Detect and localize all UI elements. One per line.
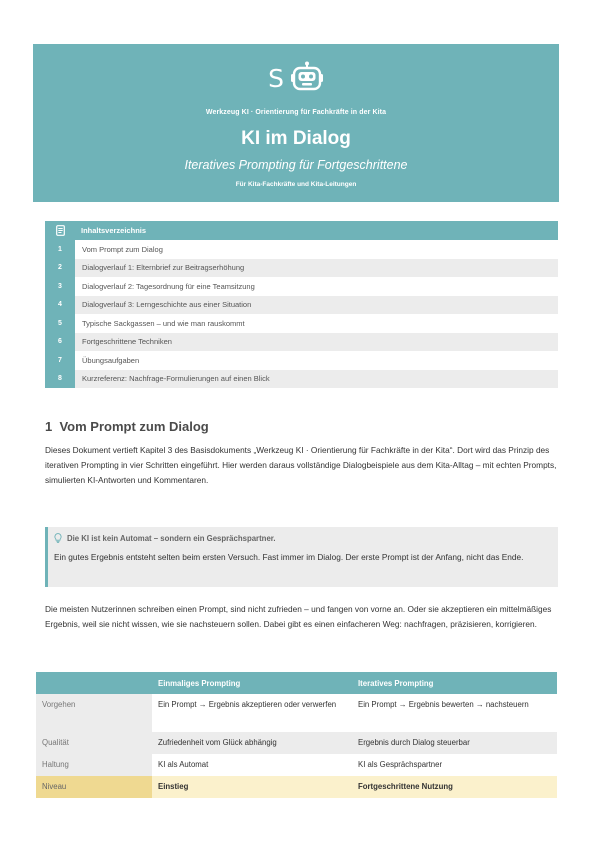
table-cell: Einstieg	[152, 776, 352, 798]
toc-item-number: 5	[45, 314, 75, 333]
kicker: Werkzeug KI · Orientierung für Fachkräfte in der Kita	[205, 109, 387, 116]
section-title: Vom Prompt zum Dialog	[59, 419, 209, 434]
toc-item-label: Fortgeschrittene Techniken	[75, 333, 558, 352]
table-cell: Zufriedenheit vom Glück abhängig	[152, 732, 352, 754]
toc-item[interactable]	[45, 370, 558, 389]
table-cell: KI als Gesprächspartner	[352, 754, 557, 776]
toc-item-number: 2	[45, 259, 75, 278]
table-row	[36, 754, 557, 776]
table-cell: Ein Prompt → Ergebnis bewerten → nachsteuern	[352, 694, 557, 732]
toc-item[interactable]	[45, 296, 558, 315]
table-row	[36, 732, 557, 754]
audience-line: Für Kita-Fachkräfte und Kita-Leitungen	[235, 181, 357, 188]
toc-item-label: Dialogverlauf 3: Lerngeschichte aus einer Situation	[75, 296, 558, 315]
row-label: Haltung	[36, 754, 152, 776]
title-banner	[33, 44, 559, 202]
section-number: 1	[45, 419, 53, 434]
callout-heading	[54, 533, 276, 543]
row-label: Niveau	[36, 776, 152, 798]
document-subtitle: Iteratives Prompting für Fortgeschrittene	[184, 158, 408, 172]
toc-item[interactable]	[45, 314, 558, 333]
tip-callout	[45, 527, 558, 587]
toc-item[interactable]	[45, 333, 558, 352]
table-cell: Ergebnis durch Dialog steuerbar	[352, 732, 557, 754]
callout-heading-text: Die KI ist kein Automat – sondern ein Gesprächspartner.	[67, 533, 276, 543]
logo-letter: S	[268, 63, 284, 93]
section-heading	[45, 419, 209, 434]
toc-header	[45, 221, 558, 240]
logo	[33, 58, 559, 98]
toc-item-number: 6	[45, 333, 75, 352]
table-of-contents	[45, 221, 558, 388]
table-header-cell: Iteratives Prompting	[352, 672, 557, 694]
table-header-row	[36, 672, 557, 694]
callout-body: Ein gutes Ergebnis entsteht selten beim ersten Versuch. Fast immer im Dialog. Der erste Prompt ist der Anfang, nicht das Ende.	[54, 552, 524, 562]
toc-item-number: 3	[45, 277, 75, 296]
toc-item-label: Typische Sackgassen – und wie man rauskommt	[75, 314, 558, 333]
table-cell: KI als Automat	[152, 754, 352, 776]
document-icon	[45, 225, 75, 236]
toc-item-number: 8	[45, 370, 75, 389]
table-row-highlight	[36, 776, 557, 798]
intro-paragraph: Dieses Dokument vertieft Kapitel 3 des Basisdokuments „Werkzeug KI · Orientierung für Fachkräfte in der Kita“. Dort wird das Prinzip des iterativen Prompting in vier Schritten eingeführt. Hier werden daraus vollständige Dialogbeispiele aus dem Kita-Alltag – mit echten Prompts, simulierten KI-Antworten und Kommentaren.	[45, 445, 557, 486]
table-row	[36, 694, 557, 732]
toc-item-label: Kurzreferenz: Nachfrage-Formulierungen auf einen Blick	[75, 370, 558, 389]
body-paragraph: Die meisten Nutzerinnen schreiben einen Prompt, sind nicht zufrieden – und fangen von vorne an. Oder sie akzeptieren ein mittelmäßiges Ergebnis, weil sie nicht wissen, wie sie nachsteuern sollen. Dabei gibt es einen einfacheren Weg: nachfragen, präzisieren, korrigieren.	[45, 604, 552, 630]
toc-item-number: 1	[45, 240, 75, 259]
row-label: Qualität	[36, 732, 152, 754]
table-cell: Ein Prompt → Ergebnis akzeptieren oder verwerfen	[152, 694, 352, 732]
toc-item[interactable]	[45, 259, 558, 278]
table-header-cell	[36, 672, 152, 694]
toc-item-label: Dialogverlauf 2: Tagesordnung für eine Teamsitzung	[75, 277, 558, 296]
document-title: KI im Dialog	[241, 128, 351, 149]
toc-item-label: Dialogverlauf 1: Elternbrief zur Beitragserhöhung	[75, 259, 558, 278]
toc-item-number: 4	[45, 296, 75, 315]
row-label: Vorgehen	[36, 694, 152, 732]
comparison-table	[36, 672, 557, 798]
toc-item[interactable]	[45, 240, 558, 259]
toc-item-label: Vom Prompt zum Dialog	[75, 240, 558, 259]
robot-icon	[290, 61, 324, 95]
toc-item[interactable]	[45, 277, 558, 296]
toc-item-label: Übungsaufgaben	[75, 351, 558, 370]
table-cell: Fortgeschrittene Nutzung	[352, 776, 557, 798]
toc-heading: Inhaltsverzeichnis	[81, 226, 147, 235]
toc-item-number: 7	[45, 351, 75, 370]
lightbulb-icon	[54, 533, 62, 543]
callout-accent-bar	[45, 527, 48, 587]
table-header-cell: Einmaliges Prompting	[152, 672, 352, 694]
toc-item[interactable]	[45, 351, 558, 370]
